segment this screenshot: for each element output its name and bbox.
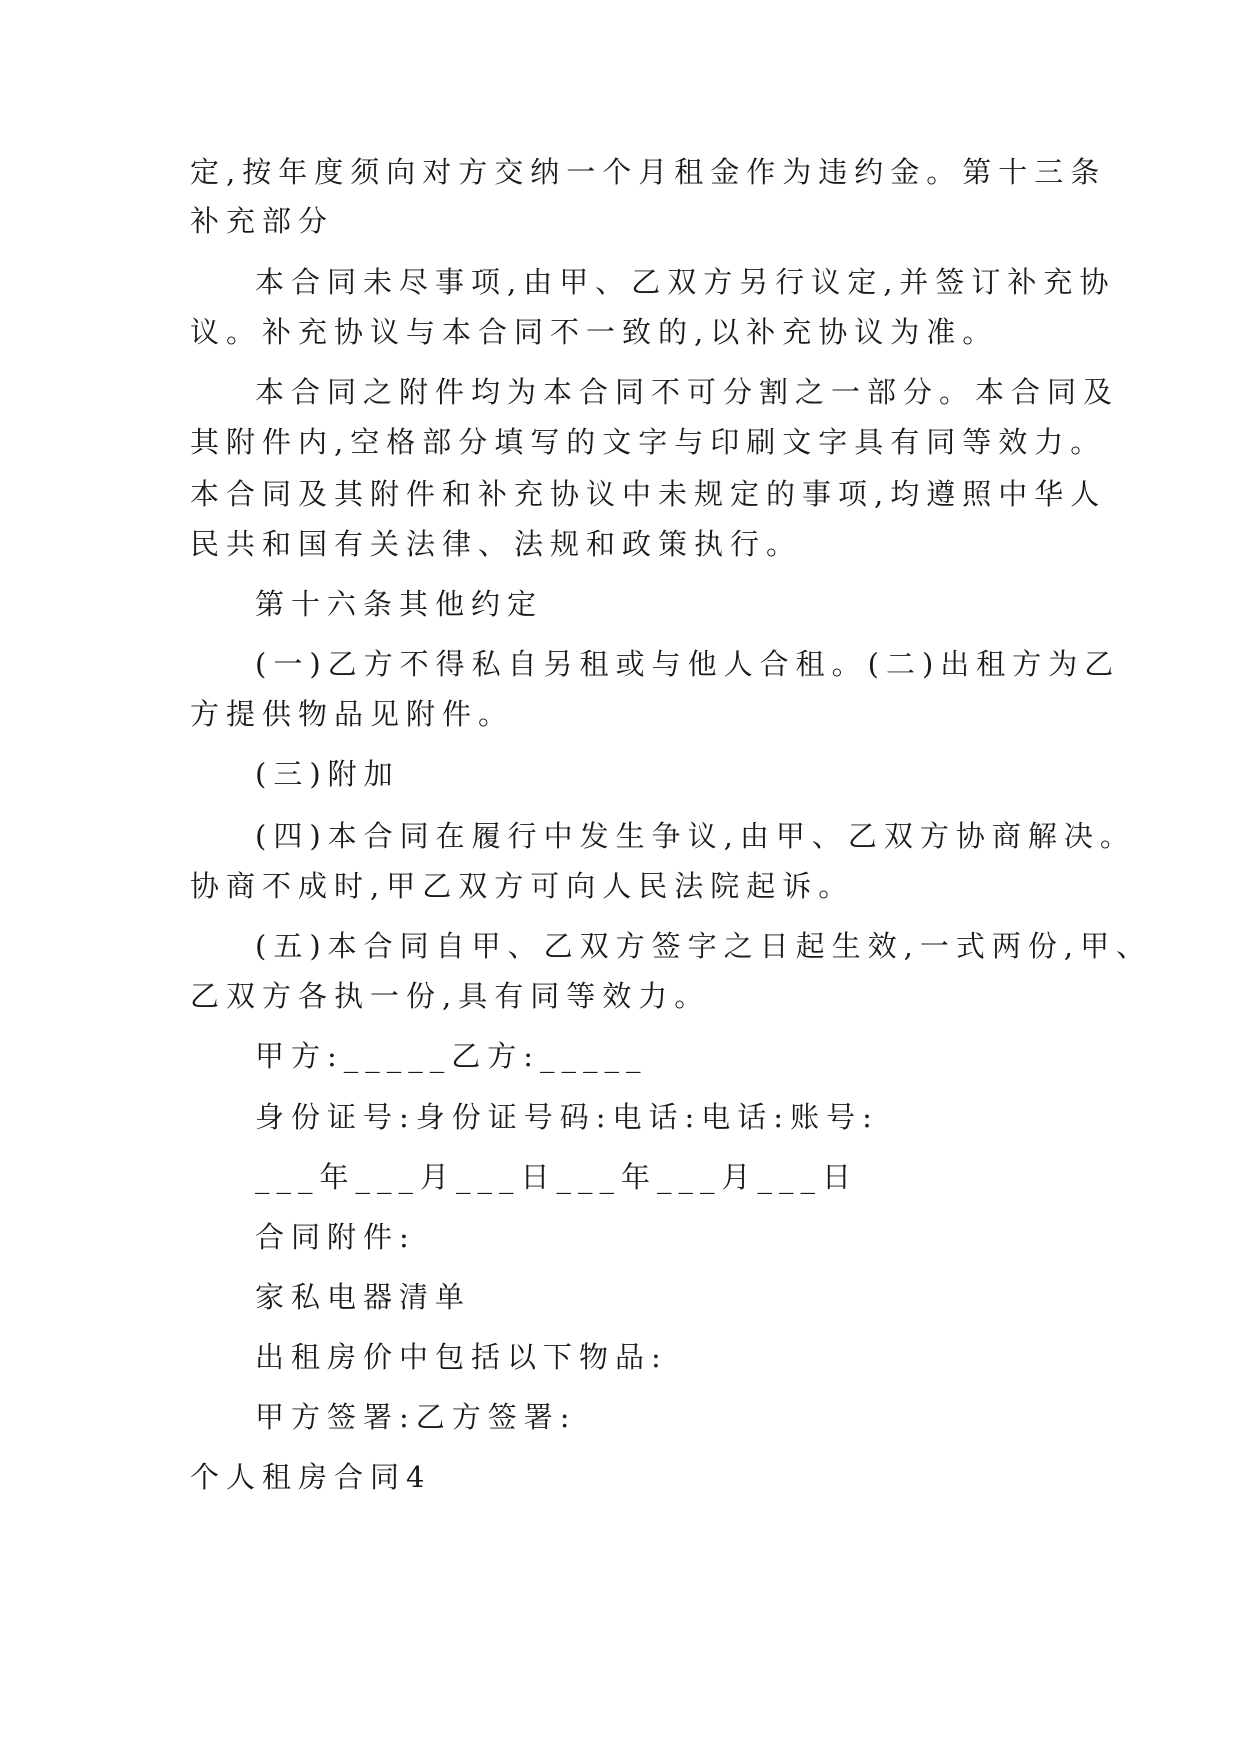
text-line: (四)本合同在履行中发生争议,由甲、乙双方协商解决。 (255, 819, 1136, 853)
text-line: 合同附件: (255, 1220, 416, 1254)
text-line: 本合同及其附件和补充协议中未规定的事项,均遵照中华人 (190, 477, 1107, 511)
text-line: 其附件内,空格部分填写的文字与印刷文字具有同等效力。 (190, 425, 1107, 459)
text-line: 本合同未尽事项,由甲、乙双方另行议定,并签订补充协 (255, 265, 1116, 299)
signature-line: 甲方:_____乙方:_____ (255, 1039, 648, 1073)
text-line: 议。补充协议与本合同不一致的,以补充协议为准。 (190, 315, 999, 349)
document-title: 个人租房合同4 (190, 1460, 432, 1494)
text-line: 乙双方各执一份,具有同等效力。 (190, 979, 711, 1013)
text-line: (五)本合同自甲、乙双方签字之日起生效,一式两份,甲、 (255, 929, 1153, 963)
text-line: 补充部分 (190, 204, 335, 238)
section-heading: 第十六条其他约定 (255, 587, 544, 621)
id-phone-line: 身份证号:身份证号码:电话:电话:账号: (255, 1100, 879, 1134)
text-line: (一)乙方不得私自另租或与他人合租。(二)出租方为乙 (255, 647, 1121, 681)
text-line: 本合同之附件均为本合同不可分割之一部分。本合同及 (255, 375, 1120, 409)
text-line: 甲方签署:乙方签署: (255, 1400, 577, 1434)
text-line: 家私电器清单 (255, 1280, 472, 1314)
text-line: 出租房价中包括以下物品: (255, 1340, 668, 1374)
text-line: 方提供物品见附件。 (190, 697, 515, 731)
text-line: 定,按年度须向对方交纳一个月租金作为违约金。第十三条 (190, 155, 1107, 189)
date-line: ___年___月___日___年___月___日 (255, 1160, 859, 1194)
text-line: (三)附加 (255, 757, 400, 791)
text-line: 民共和国有关法律、法规和政策执行。 (190, 527, 803, 561)
text-line: 协商不成时,甲乙双方可向人民法院起诉。 (190, 869, 855, 903)
